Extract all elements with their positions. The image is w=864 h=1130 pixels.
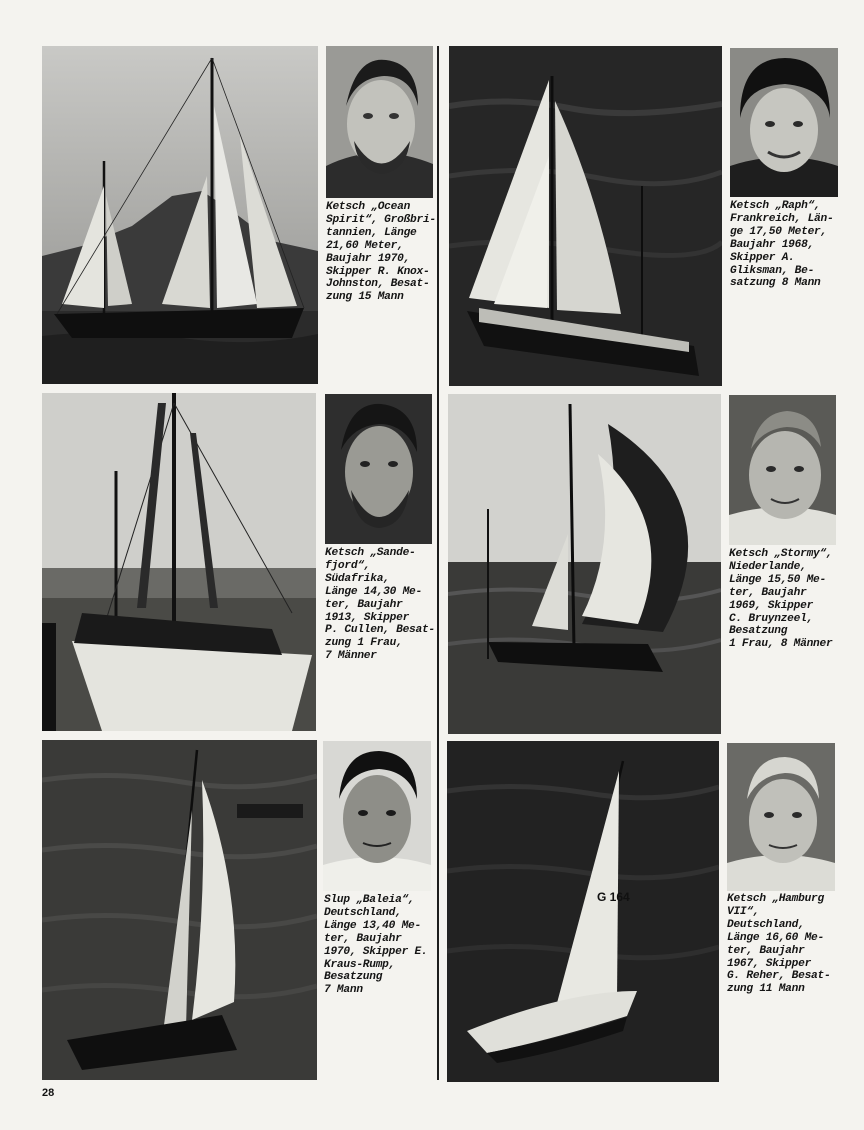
yacht-photo-hamburg-vii bbox=[447, 741, 719, 1082]
yacht-photo-raph bbox=[449, 46, 722, 386]
yacht-photo-sandefjord bbox=[42, 393, 316, 731]
column-divider bbox=[437, 46, 439, 1080]
skipper-portrait-bruynzeel bbox=[729, 395, 836, 545]
skipper-portrait-gliksman bbox=[730, 48, 838, 197]
caption-sandefjord: Ketsch „Sande- fjord“, Südafrika, Länge 14,30 Me- ter, Baujahr 1913, Skipper P. Cullen, Besat- zung 1 Frau, 7 Männer bbox=[325, 547, 435, 663]
caption-stormy: Ketsch „Stormy“, Niederlande, Länge 15,50 Me- ter, Baujahr 1969, Skipper C. Bruynzeel, Besatzung 1 Frau, 8 Männer bbox=[729, 548, 833, 651]
caption-raph: Ketsch „Raph“, Frankreich, Län- ge 17,50 Meter, Baujahr 1968, Skipper A. Gliksman, Be- satzung 8 Mann bbox=[730, 200, 834, 290]
caption-hamburg-vii: Ketsch „Hamburg VII“, Deutschland, Länge 16,60 Me- ter, Baujahr 1967, Skipper G. Reher, Besat- zung 11 Mann bbox=[727, 893, 831, 996]
skipper-portrait-reher bbox=[727, 743, 835, 891]
sail-marking: G 164 bbox=[597, 890, 630, 904]
skipper-portrait-cullen bbox=[325, 394, 432, 544]
skipper-portrait-knox-johnston bbox=[326, 46, 433, 198]
caption-baleia: Slup „Baleia“, Deutschland, Länge 13,40 Me- ter, Baujahr 1970, Skipper E. Kraus-Rump, Besatzung 7 Mann bbox=[324, 894, 428, 997]
yacht-photo-baleia bbox=[42, 740, 317, 1080]
caption-ocean-spirit: Ketsch „Ocean Spirit“, Großbri- tannien, Länge 21,60 Meter, Baujahr 1970, Skipper R. Knox- Johnston, Besat- zung 15 Mann bbox=[326, 201, 436, 304]
page-number: 28 bbox=[42, 1087, 55, 1099]
skipper-portrait-kraus-rump bbox=[323, 741, 431, 891]
yacht-photo-ocean-spirit bbox=[42, 46, 318, 384]
yacht-photo-stormy bbox=[448, 394, 721, 734]
